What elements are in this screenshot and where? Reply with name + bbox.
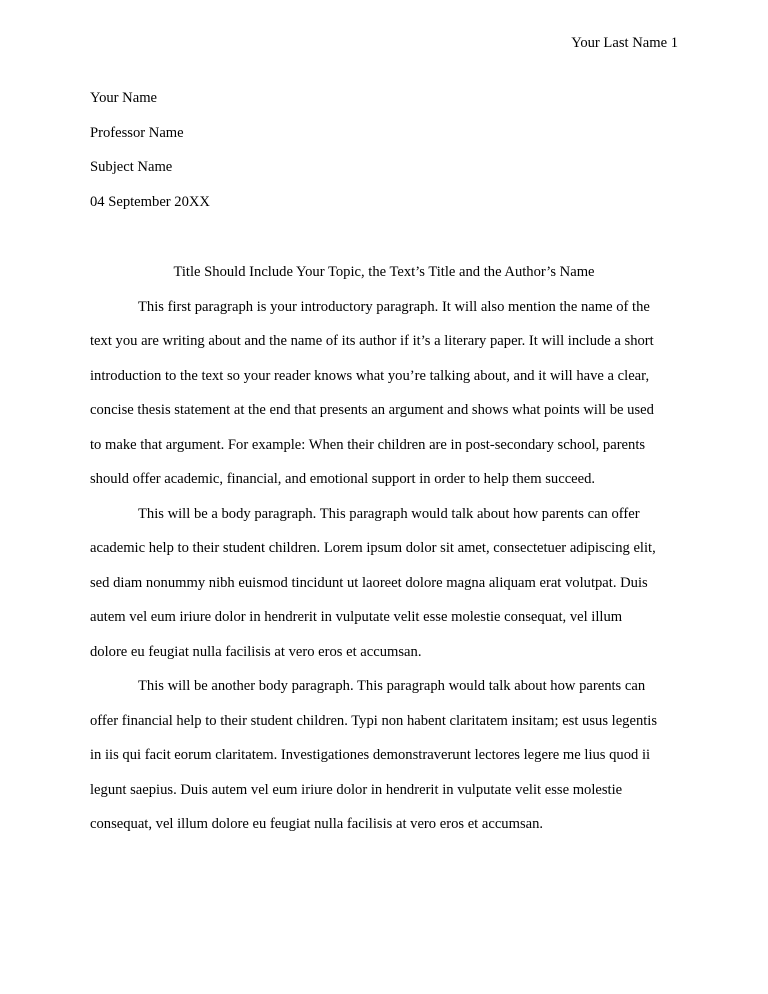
date: 04 September 20XX (90, 193, 210, 210)
student-name: Your Name (90, 90, 158, 106)
paragraph-line: This first paragraph is your introductory paragraph. It will also mention the name of the (138, 298, 650, 315)
subject-name: Subject Name (90, 159, 173, 175)
paragraph-line: to make that argument. For example: When their children are in post-secondary school, parents (90, 436, 646, 453)
paragraph-line: text you are writing about and the name of its author if it’s a literary paper. It will include a short (90, 333, 654, 349)
essay-body (90, 263, 678, 850)
essay-title: Title Should Include Your Topic, the Text’s Title and the Author’s Name (173, 264, 595, 280)
paragraph-line: autem vel eum iriure dolor in hendrerit in vulputate velit esse molestie consequat, vel illum (90, 609, 623, 625)
paragraph-body-2 (90, 677, 678, 850)
paragraph-line: This will be another body paragraph. This paragraph would talk about how parents can (138, 678, 646, 694)
paragraph-line: sed diam nonummy nibh euismod tincidunt ut laoreet dolore magna aliquam erat volutpat. Duis (90, 574, 648, 591)
professor-name: Professor Name (90, 124, 184, 141)
paragraph-line: academic help to their student children. Lorem ipsum dolor sit amet, consectetuer adipiscing elit, (90, 540, 656, 556)
paragraph-line: dolore eu feugiat nulla facilisis at vero eros et accumsan. (90, 643, 422, 660)
paragraph-line: concise thesis statement at the end that presents an argument and shows what points will be used (90, 402, 654, 418)
paragraph-line: legunt saepius. Duis autem vel eum iriure dolor in hendrerit in vulputate velit esse molestie (90, 781, 623, 798)
paragraph-line: in iis qui facit eorum claritatem. Investigationes demonstraverunt lectores legere me lius quod ii (90, 747, 651, 763)
paragraph-introduction (90, 298, 678, 505)
paragraph-line: offer financial help to their student children. Typi non habent claritatem insitam; est usus legentis (90, 712, 658, 729)
paragraph-line: should offer academic, financial, and emotional support in order to help them succeed. (90, 471, 596, 487)
paragraph-body-1 (90, 505, 678, 678)
running-head: Your Last Name 1 (571, 35, 678, 51)
paragraph-line: This will be a body paragraph. This paragraph would talk about how parents can offer (138, 505, 640, 522)
paragraph-line: introduction to the text so your reader knows what you’re talking about, and it will have a clear, (90, 367, 650, 384)
paragraph-line: consequat, vel illum dolore eu feugiat nulla facilisis at vero eros et accumsan. (90, 816, 544, 832)
mla-heading (90, 89, 210, 227)
